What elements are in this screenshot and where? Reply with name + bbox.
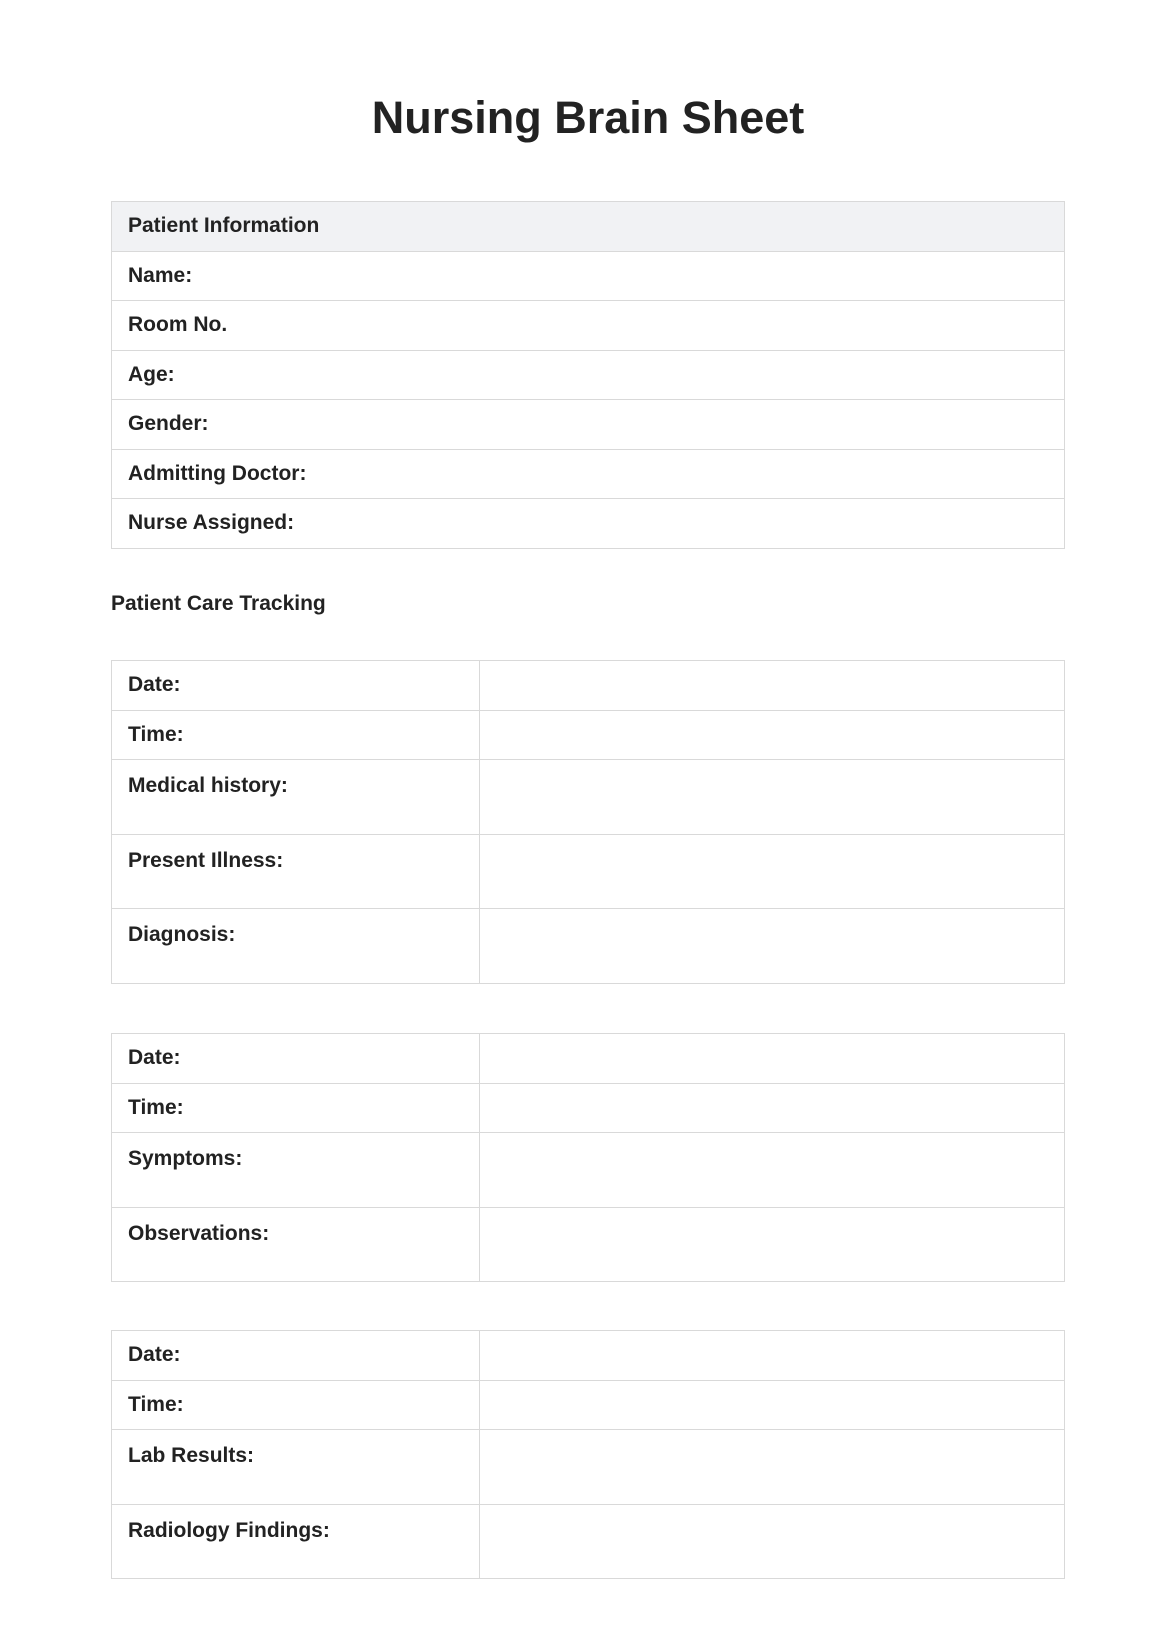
page-title: Nursing Brain Sheet — [371, 92, 805, 143]
table-row — [112, 400, 1065, 450]
present-illness-label: Present Illness: — [112, 834, 480, 909]
diagnosis-value-cell[interactable] — [480, 909, 1065, 984]
table-row — [112, 661, 1065, 711]
time-label: Time: — [112, 710, 480, 760]
table-row — [112, 909, 1065, 984]
date-value-cell[interactable] — [480, 1331, 1065, 1381]
table-row — [112, 350, 1065, 400]
name-field[interactable]: Name: — [112, 251, 1065, 301]
table-row — [112, 251, 1065, 301]
time-value-cell[interactable] — [480, 710, 1065, 760]
lab-results-label: Lab Results: — [112, 1430, 480, 1505]
symptoms-value-cell[interactable] — [480, 1133, 1065, 1208]
medical-history-label: Medical history: — [112, 760, 480, 835]
table-row — [112, 1034, 1065, 1084]
table-row — [112, 1331, 1065, 1381]
table-row — [112, 1430, 1065, 1505]
medical-history-value-cell[interactable] — [480, 760, 1065, 835]
table-row — [112, 1207, 1065, 1282]
care-tracking-table-3 — [111, 1330, 1065, 1579]
observations-value-cell[interactable] — [480, 1207, 1065, 1282]
table-row — [112, 710, 1065, 760]
symptoms-label: Symptoms: — [112, 1133, 480, 1208]
table-header-row — [112, 202, 1065, 252]
time-value-cell[interactable] — [480, 1380, 1065, 1430]
care-tracking-table-1 — [111, 660, 1065, 984]
radiology-findings-label: Radiology Findings: — [112, 1504, 480, 1579]
date-value-cell[interactable] — [480, 661, 1065, 711]
table-row — [112, 499, 1065, 549]
observations-label: Observations: — [112, 1207, 480, 1282]
date-label: Date: — [112, 1331, 480, 1381]
table-row — [112, 760, 1065, 835]
table-row — [112, 1083, 1065, 1133]
table-row — [112, 449, 1065, 499]
date-label: Date: — [112, 661, 480, 711]
nurse-assigned-field[interactable]: Nurse Assigned: — [112, 499, 1065, 549]
time-label: Time: — [112, 1380, 480, 1430]
lab-results-value-cell[interactable] — [480, 1430, 1065, 1505]
table-row — [112, 301, 1065, 351]
time-value-cell[interactable] — [480, 1083, 1065, 1133]
table-row — [112, 1133, 1065, 1208]
table-row — [112, 1504, 1065, 1579]
date-value-cell[interactable] — [480, 1034, 1065, 1084]
patient-information-header: Patient Information — [112, 202, 1065, 252]
care-tracking-table-2 — [111, 1033, 1065, 1282]
patient-information-table — [111, 201, 1065, 549]
room-number-field[interactable]: Room No. — [112, 301, 1065, 351]
present-illness-value-cell[interactable] — [480, 834, 1065, 909]
gender-field[interactable]: Gender: — [112, 400, 1065, 450]
age-field[interactable]: Age: — [112, 350, 1065, 400]
table-row — [112, 1380, 1065, 1430]
diagnosis-label: Diagnosis: — [112, 909, 480, 984]
time-label: Time: — [112, 1083, 480, 1133]
radiology-findings-value-cell[interactable] — [480, 1504, 1065, 1579]
patient-care-tracking-heading: Patient Care Tracking — [111, 592, 326, 615]
admitting-doctor-field[interactable]: Admitting Doctor: — [112, 449, 1065, 499]
table-row — [112, 834, 1065, 909]
date-label: Date: — [112, 1034, 480, 1084]
